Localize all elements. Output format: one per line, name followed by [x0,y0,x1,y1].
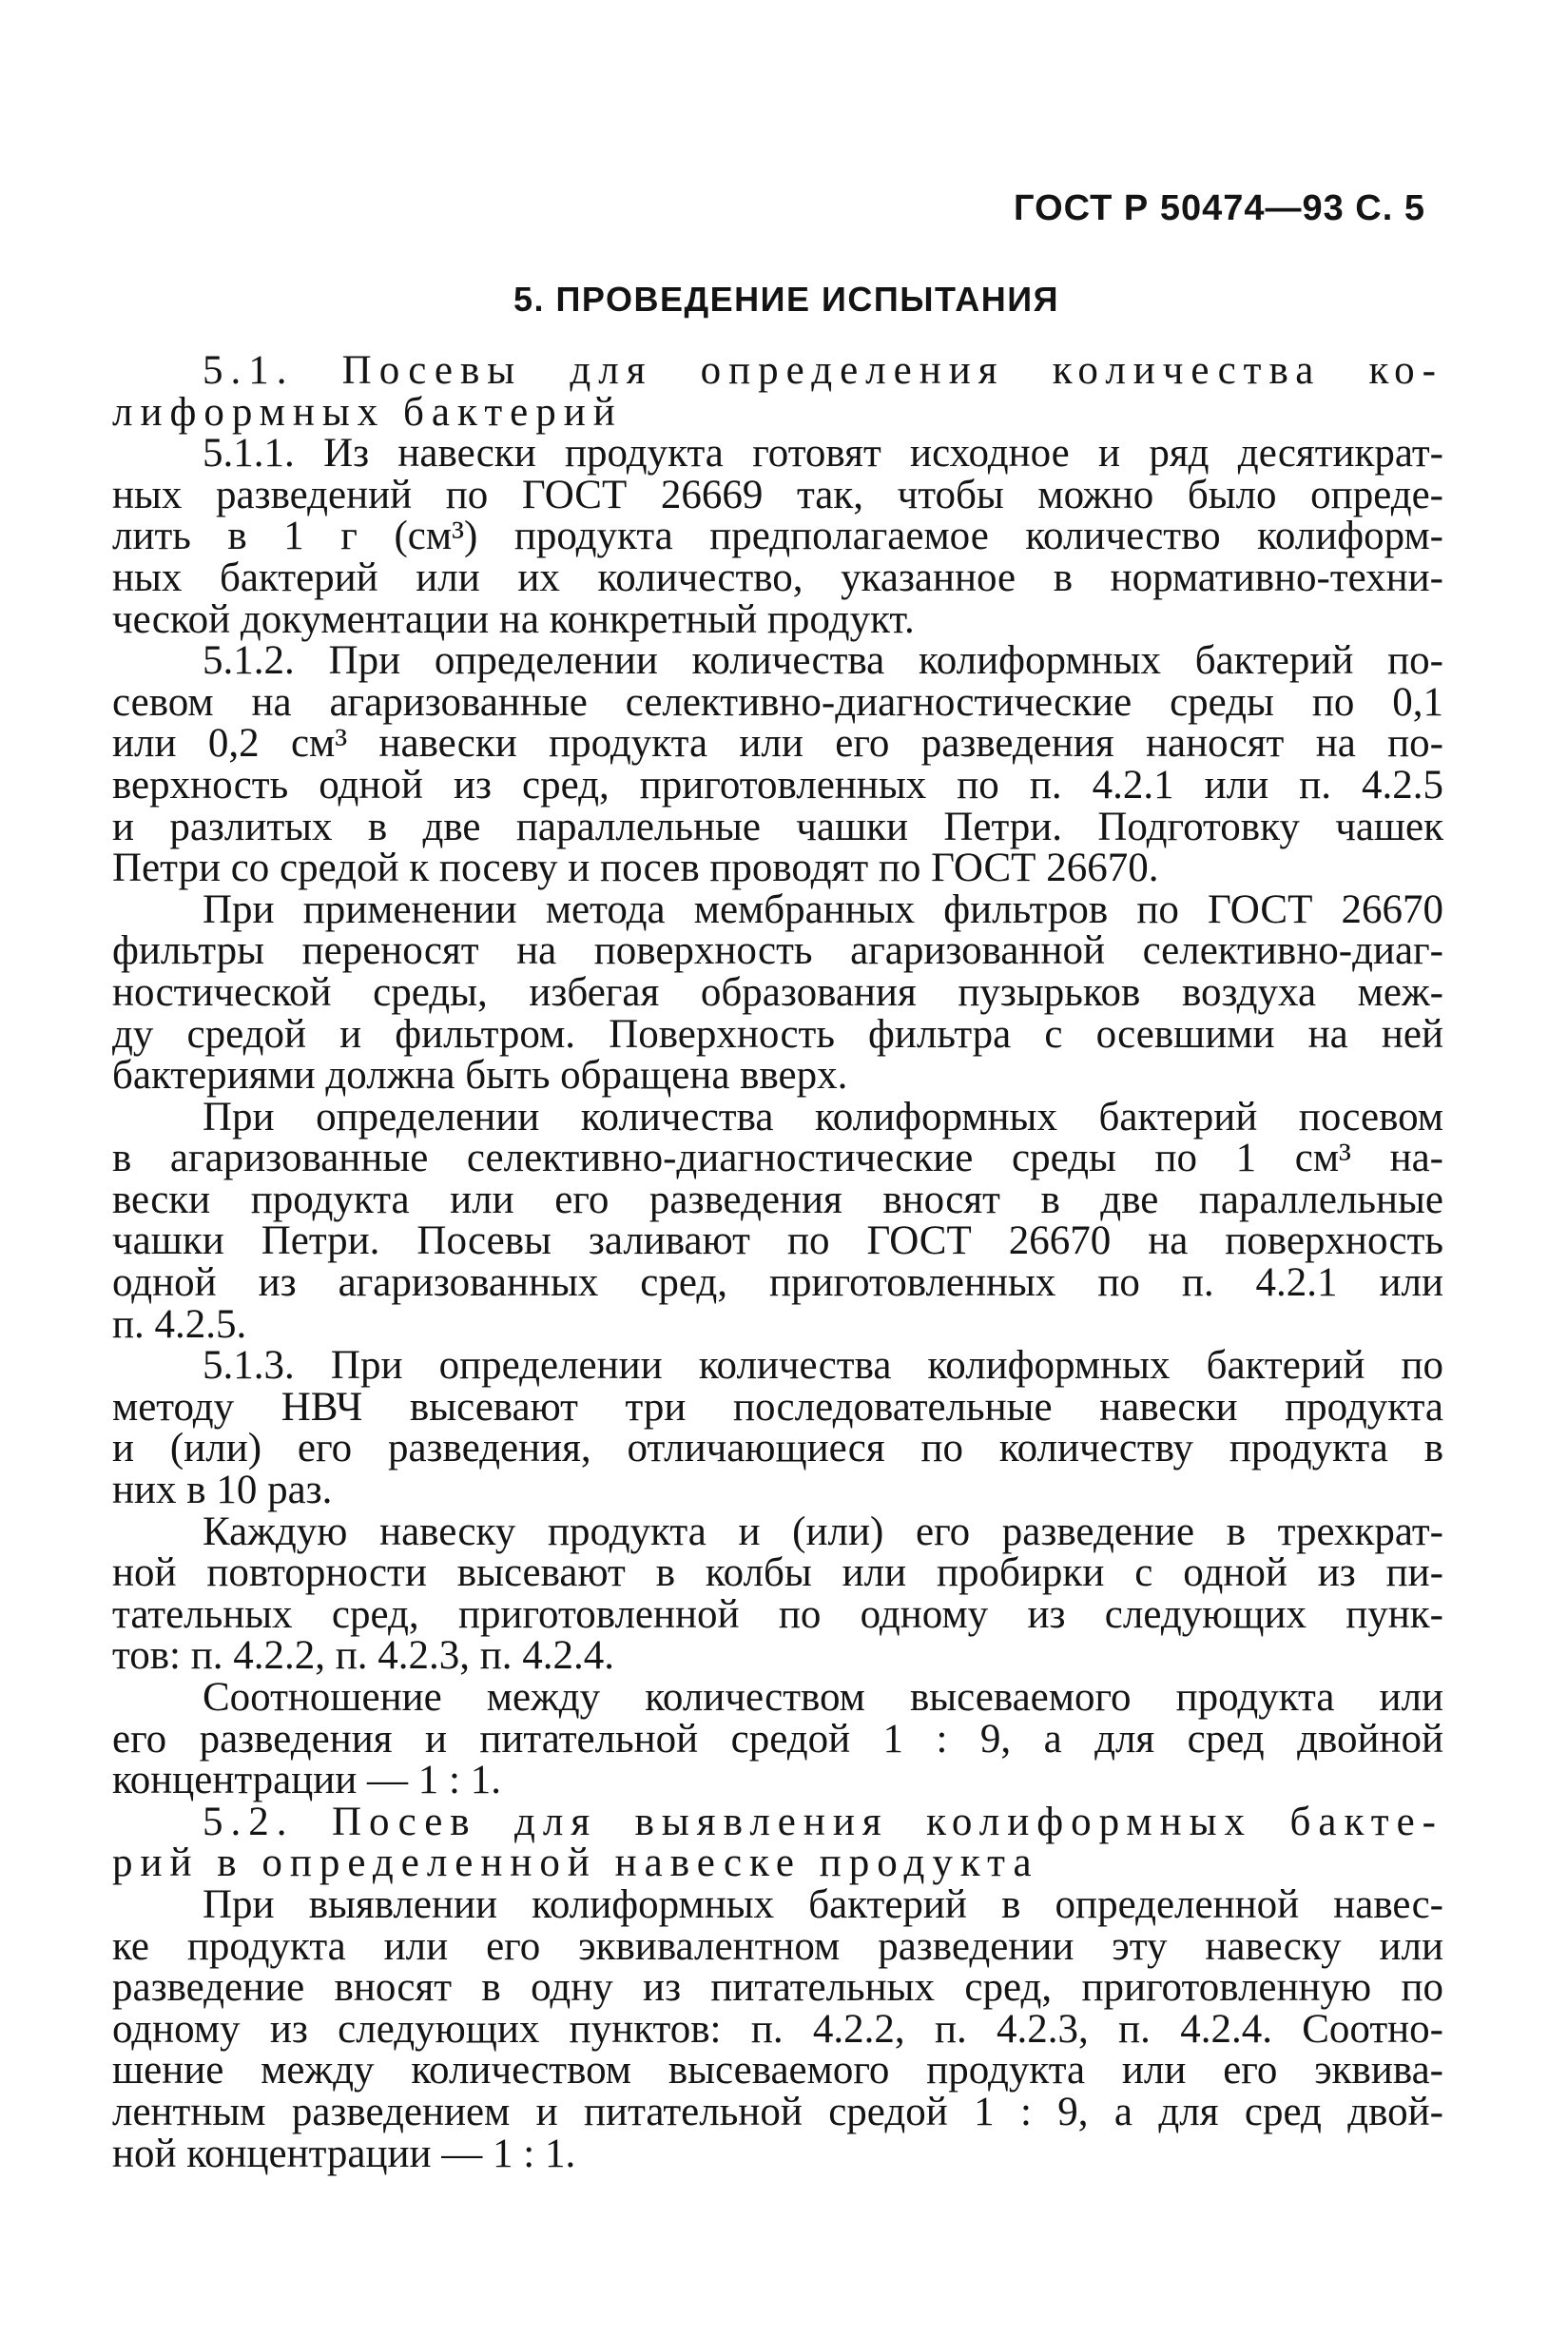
text-line: лентным разведением и питательной средой 1 : 9, а для сред двой- [112,2089,1443,2134]
text-line: концентрации — 1 : 1. [112,1758,501,1803]
text-line: ной концентрации — 1 : 1. [112,2131,576,2176]
text-line: лиформных бактерий [112,389,623,435]
text-line: п. 4.2.5. [112,1301,247,1347]
text-line: или 0,2 см³ навески продукта или его разведения наносят на по- [112,721,1443,767]
text-line: одной из агаризованных сред, приготовленных по п. 4.2.1 или [112,1260,1443,1306]
text-line: При применении метода мембранных фильтров по ГОСТ 26670 [203,886,1443,932]
text-line: и разлитых в две параллельные чашки Петри. Подготовку чашек [112,804,1443,849]
text-line: Каждую навеску продукта и (или) его разведение в трехкрат- [203,1509,1443,1554]
text-line: верхность одной из сред, приготовленных по п. 4.2.1 или п. 4.2.5 [112,762,1443,808]
text-line: одному из следующих пунктов: п. 4.2.2, п. 4.2.3, п. 4.2.4. Соотно- [112,2006,1443,2052]
text-line: 5.2. Посев для выявления колиформных бакте- [203,1799,1443,1844]
text-line: разведение вносят в одну из питательных сред, приготовленную по [112,1965,1443,2011]
text-line: его разведения и питательной средой 1 : 9, а для сред двойной [112,1716,1443,1762]
text-line: методу НВЧ высевают три последовательные навески продукта [112,1384,1443,1430]
text-line: севом на агаризованные селективно-диагностические среды по 0,1 [112,679,1443,725]
text-line: ной повторности высевают в колбы или пробирки с одной из пи- [112,1550,1443,1596]
text-line: ческой документации на конкретный продукт. [112,596,915,642]
text-line: ду средой и фильтром. Поверхность фильтра с осевшими на ней [112,1011,1443,1057]
text-line: бактериями должна быть обращена вверх. [112,1053,848,1099]
text-line: рий в определенной навеске продукта [112,1840,1039,1886]
text-line: Соотношение между количеством высеваемого продукта или [203,1675,1443,1720]
text-line: вески продукта или его разведения вносят в две параллельные [112,1177,1443,1222]
text-line: лить в 1 г (см³) продукта предполагаемое количество колиформ- [112,514,1443,559]
document-body [112,350,1443,2174]
text-line: и (или) его разведения, отличающиеся по количеству продукта в [112,1426,1443,1471]
text-line: них в 10 раз. [112,1468,333,1513]
text-line: Петри со средой к посеву и посев проводят по ГОСТ 26670. [112,846,1159,891]
text-line: 5.1.2. При определении количества колиформных бактерий по- [203,638,1443,684]
text-line: ке продукта или его эквивалентном разведении эту навеску или [112,1923,1443,1969]
text-line: 5.1. Посевы для определения количества ко- [203,348,1443,393]
text-line: ностической среды, избегая образования пузырьков воздуха меж- [112,969,1443,1015]
text-line: фильтры переносят на поверхность агаризованной селективно-диаг- [112,928,1443,974]
text-line: При выявлении колиформных бактерий в определенной навес- [203,1881,1443,1927]
running-header: ГОСТ Р 50474—93 С. 5 [1014,188,1425,228]
text-line: тов: п. 4.2.2, п. 4.2.3, п. 4.2.4. [112,1633,615,1679]
section-title: 5. ПРОВЕДЕНИЕ ИСПЫТАНИЯ [513,280,1059,319]
text-line: в агаризованные селективно-диагностические среды по 1 см³ на- [112,1136,1443,1181]
text-line: чашки Петри. Посевы заливают по ГОСТ 26670 на поверхность [112,1218,1443,1264]
text-line: 5.1.3. При определении количества колиформных бактерий по [203,1343,1443,1389]
text-line: ных бактерий или их количество, указанное в нормативно-техни- [112,555,1443,600]
text-line: шение между количеством высеваемого продукта или его эквива- [112,2048,1443,2094]
text-line: тательных сред, приготовленной по одному из следующих пунк- [112,1591,1443,1637]
text-line: При определении количества колиформных бактерий посевом [203,1094,1443,1139]
text-line: ных разведений по ГОСТ 26669 так, чтобы можно было опреде- [112,472,1443,517]
text-line: 5.1.1. Из навески продукта готовят исходное и ряд десятикрат- [203,431,1443,477]
